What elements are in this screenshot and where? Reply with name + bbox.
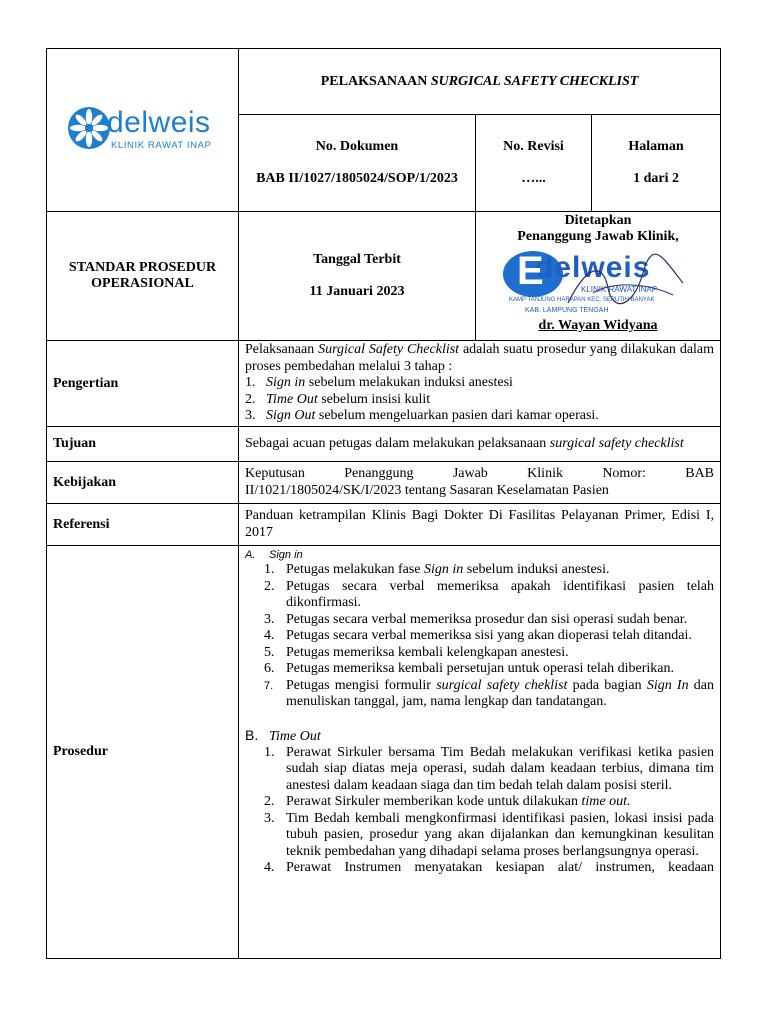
prosedur-content	[239, 546, 721, 959]
stamp-e-letter: E	[517, 249, 544, 293]
logo-subtitle: KLINIK RAWAT INAP	[111, 140, 212, 151]
issue-date-cell	[239, 212, 476, 341]
section-a-item-4: 4. Petugas secara verbal memeriksa sisi yang akan dioperasi telah ditandai.	[264, 628, 692, 643]
edelweis-flower-icon	[67, 106, 111, 150]
approval-label-2: Penanggung Jawab Klinik,	[517, 229, 679, 244]
document-title: PELAKSANAAN SURGICAL SAFETY CHECKLIST	[239, 49, 721, 115]
page-label: Halaman	[628, 139, 684, 154]
pengertian-step-3: 3. Sign Out sebelum mengeluarkan pasien dari kamar operasi.	[245, 408, 599, 424]
revision-cell	[476, 115, 592, 212]
section-b-item-4: 4. Perawat Instrumen menyatakan kesiapan alat/ instrumen, keadaan	[264, 860, 715, 875]
sop-title: STANDAR PROSEDUR OPERASIONAL	[68, 260, 217, 291]
revision-label: No. Revisi	[503, 139, 564, 154]
kebijakan-label: Kebijakan	[47, 462, 239, 504]
issue-date-value: 11 Januari 2023	[309, 284, 405, 299]
pengertian-label: Pengertian	[47, 341, 239, 427]
pengertian-content	[239, 341, 721, 427]
section-a-item-5: 5. Petugas memeriksa kembali kelengkapan anestesi.	[264, 644, 569, 660]
clinic-stamp	[503, 249, 693, 321]
section-a-item-1: 1. Petugas melakukan fase Sign in sebelum induksi anestesi.	[264, 562, 610, 577]
stamp-line-2: KAMP TANJUNG HARAPAN KEC. SEPUTIH BANYAK	[509, 297, 655, 303]
stamp-brand-text: delweis	[535, 251, 651, 284]
kebijakan-content	[239, 462, 721, 504]
section-b-item-3: 3. Tim Bedah kembali mengkonfirmasi identifikasi pasien, lokasi insisi pada tubuh pasien, prosedur yang akan dijalankan dan kemungkinan kesulitan teknik pembedahan yang dihadapi selama proses berlangsungnya operasi.	[264, 810, 715, 859]
stamp-line-3: KAB. LAMPUNG TENGAH	[525, 307, 609, 314]
signature-scribble	[563, 253, 693, 313]
section-a-item-3: 3. Petugas secara verbal memeriksa prosedur dan sisi operasi sudah benar.	[264, 611, 688, 627]
revision-value: …...	[521, 171, 546, 186]
tujuan-content: Sebagai acuan petugas dalam melakukan pelaksanaan surgical safety checklist	[239, 427, 721, 462]
pengertian-step-1: 1. Sign in sebelum melakukan induksi anestesi	[245, 375, 513, 391]
issue-date-label: Tanggal Terbit	[313, 252, 401, 267]
sop-document-table	[46, 48, 721, 959]
clinic-logo	[67, 98, 238, 162]
page-cell	[592, 115, 721, 212]
pengertian-step-2: 2. Time Out sebelum insisi kulit	[245, 391, 431, 407]
logo-cell	[47, 49, 239, 212]
approval-label-1: Ditetapkan	[564, 213, 632, 228]
doc-number-value: BAB II/1027/1805024/SOP/1/2023	[256, 171, 458, 186]
section-a-item-2: 2. Petugas secara verbal memeriksa apakah identifikasi pasien telah dikonfirmasi.	[264, 578, 715, 610]
section-a-item-7: 7. Petugas mengisi formulir surgical safety cheklist pada bagian Sign In dan menuliskan tanggal, jam, nama lengkap dan tandatangan.	[264, 677, 715, 709]
kebijakan-line-1: Keputusan Penanggung Jawab Klinik Nomor: BAB	[245, 466, 715, 481]
signer-name: dr. Wayan Widyana	[538, 318, 658, 333]
referensi-content: Panduan ketrampilan Klinis Bagi Dokter Di Fasilitas Pelayanan Primer, Edisi I, 2017	[239, 504, 721, 546]
section-a-item-6: 6. Petugas memeriksa kembali persetujan untuk operasi telah diberikan.	[264, 661, 674, 676]
approval-cell	[476, 212, 721, 341]
section-b-item-1: 1. Perawat Sirkuler bersama Tim Bedah melakukan verifikasi ketika pasien sudah siap diatas meja operasi, sudah dalam keadaan terbius, dimana tim anestesi dalam keadaan siaga dan tim bedah telah dalam posisi steril.	[264, 744, 715, 793]
referensi-label: Referensi	[47, 504, 239, 546]
section-b-heading: B. Time Out	[245, 726, 321, 744]
page-value: 1 dari 2	[633, 171, 679, 186]
sop-title-cell	[47, 212, 239, 341]
prosedur-label: Prosedur	[47, 546, 239, 959]
tujuan-label: Tujuan	[47, 427, 239, 462]
kebijakan-line-2: II/1021/1805024/SK/I/2023 tentang Sasaran Keselamatan Pasien	[245, 482, 609, 498]
section-b-item-2: 2. Perawat Sirkuler memberikan kode untuk dilakukan time out.	[264, 794, 631, 809]
doc-number-label: No. Dokumen	[315, 139, 399, 154]
stamp-line-1: KLINIK RAWAT INAP	[581, 285, 658, 294]
logo-brand-text: delweis	[107, 106, 211, 139]
section-a-heading: A. Sign in	[245, 549, 303, 561]
doc-number-cell	[239, 115, 476, 212]
pengertian-intro: Pelaksanaan Surgical Safety Checklist adalah suatu prosedur yang dilakukan dalam proses pembedahan melalui 3 tahap :	[245, 342, 715, 374]
